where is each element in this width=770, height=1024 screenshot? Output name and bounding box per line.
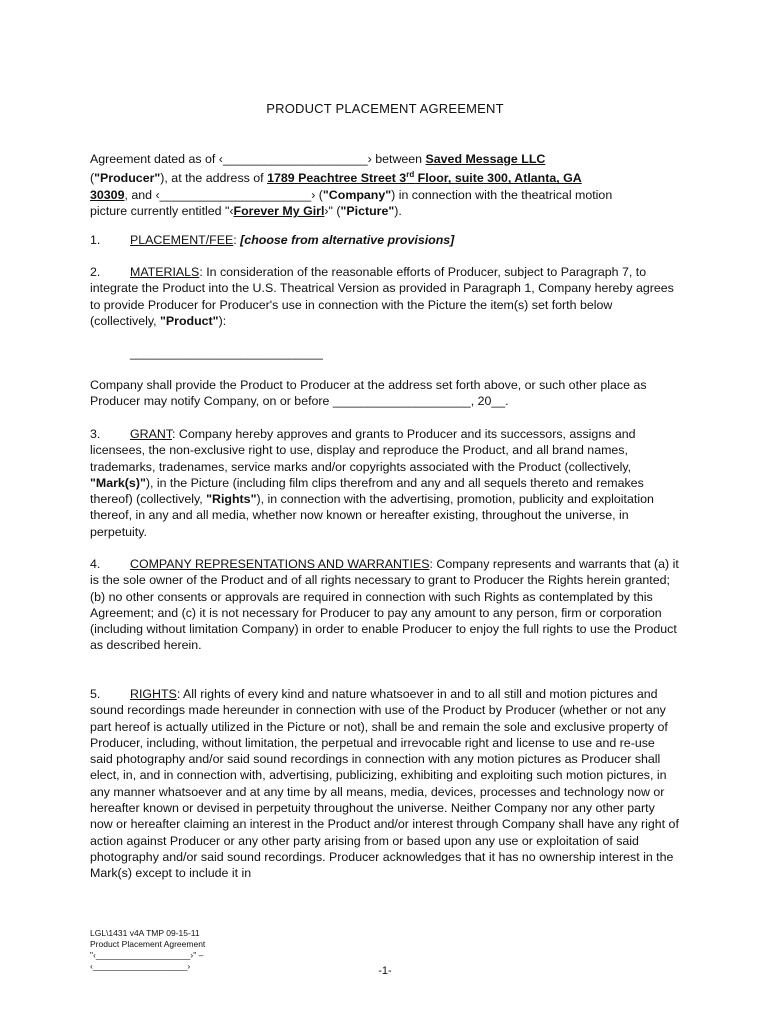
intro-text-7: ) in connection with the theatrical motion <box>391 187 613 202</box>
intro-text-8: picture currently entitled "‹ <box>90 204 234 219</box>
company-label: "Company" <box>322 187 392 202</box>
section-text: : Company hereby approves and grants to Producer and its successors, assigns and licensees, the non-exclusive right to use, display and reproduce the Product, and all brand names, trademarks, tradenames, service marks and/or copyrights associated with the Product (collectively, <box>90 427 636 474</box>
date-blank: _____________________ <box>222 152 368 166</box>
producer-name: Saved Message LLC <box>425 152 546 166</box>
address-part-b: Floor, suite 300, Atlanta, GA <box>414 171 582 186</box>
section-text: : Company represents and warrants that (a) it is the sole owner of the Product and of all rights necessary to grant to Producer the Rights herein granted; (b) no other consents or approvals are required in connection with such Rights as contemplated by this Agreement; and (c) it is not necessary for Producer to pay any amount to any person, firm or corporation (including without limitation Company) in order to enable Producer to enjoy the full rights to use the Product as described herein. <box>90 557 679 653</box>
marks-label: "Mark(s)" <box>90 475 146 490</box>
section-number: 3. <box>90 427 101 441</box>
section-colon: : <box>233 233 241 247</box>
section-4 <box>90 556 680 654</box>
intro-paragraph <box>90 151 680 219</box>
intro-text-9: ›" ( <box>324 204 341 219</box>
address-part-a: 1789 Peachtree Street 3 <box>267 171 407 186</box>
intro-text-3: ( <box>90 171 95 186</box>
intro-text-2: › between <box>367 152 426 166</box>
picture-title: Forever My Girl <box>233 204 325 219</box>
producer-address <box>267 171 582 185</box>
section-heading: MATERIALS <box>130 265 200 279</box>
footer-blank-2: ‹____________________› <box>90 961 191 971</box>
section-heading: RIGHTS <box>130 687 177 701</box>
zip-code: 30309 <box>90 187 125 202</box>
section-number: 5. <box>90 687 101 701</box>
section-text-3: ), in connection with the advertising, promotion, publicity and exploitation thereof, in any and all media, whether now known or hereafter existing, throughout the universe, in perpetuity. <box>90 492 654 539</box>
section-2-delivery: Company shall provide the Product to Producer at the address set forth above, or such other place as Producer may notify Company, on or before ____________________, 20__. <box>90 378 647 409</box>
section-1 <box>90 232 680 248</box>
address-superscript: rd <box>406 170 415 180</box>
section-5 <box>90 686 680 882</box>
page-number: -1- <box>378 965 392 977</box>
footer-doc-id: LGL\1431 v4A TMP 09-15-11 <box>90 928 200 938</box>
intro-text-10: ). <box>394 204 402 219</box>
section-heading: PLACEMENT/FEE <box>130 233 234 247</box>
section-heading: COMPANY REPRESENTATIONS AND WARRANTIES <box>130 557 430 571</box>
intro-text-4: ), at the address of <box>160 171 268 186</box>
producer-label: "Producer" <box>94 171 161 186</box>
rights-label: "Rights" <box>206 492 257 507</box>
section-2 <box>90 264 680 329</box>
section-number: 1. <box>90 233 101 247</box>
section-text: : In consideration of the reasonable efforts of Producer, subject to Paragraph 7, to integrate the Product into the U.S. Theatrical Version as provided in Paragraph 1, Company hereby agrees to provide Producer for Producer's use in connection with the Picture the item(s) set forth below (collectively, <box>90 265 674 328</box>
section-heading: GRANT <box>130 427 172 441</box>
section-text: : All rights of every kind and nature whatsoever in and to all still and motion pictures and sound recordings made hereunder in connection with use of the Product by Producer (whether or not any part hereof is actually utilized in the Picture or not), shall be and remain the sole and exclusive property of Producer, including, without limitation, the perpetual and irrevocable right and license to use and re-use said photography and/or said sound recordings in connection with any motion pictures as Producer shall elect, in, and in connection with, advertising, publicizing, exhibiting and exploiting such motion pictures, in any manner whatsoever and at any time by all means, media, devices, processes and technology now or hereafter known or devised in perpetuity throughout the universe. Neither Company nor any other party now or hereafter claiming an interest in the Product and/or interest through Company shall have any right of action against Producer or any other party arising from or based upon any use or exploitation of said photography and/or said sound recordings. Producer acknowledges that it has no ownership interest in the Mark(s) except to include it in <box>90 687 679 881</box>
document-title: PRODUCT PLACEMENT AGREEMENT <box>266 101 504 116</box>
footer-blank-1: "‹____________________›" – <box>90 950 204 960</box>
section-number: 4. <box>90 557 101 571</box>
intro-text-6: › ( <box>311 187 323 202</box>
section-instruction: [choose from alternative provisions] <box>240 233 455 247</box>
footer-doc-name: Product Placement Agreement <box>90 939 206 949</box>
intro-text-5: , and ‹ <box>124 187 160 202</box>
section-3 <box>90 426 680 540</box>
section-text-end: ): <box>218 313 227 328</box>
intro-text-1: Agreement dated as of ‹ <box>90 152 223 166</box>
product-label: "Product" <box>160 313 219 328</box>
product-blank: ____________________________ <box>130 346 323 360</box>
picture-label: "Picture" <box>340 204 395 219</box>
section-text-2: ), in the Picture (including film clips therefrom and any and all sequels thereto and remakes thereof) (collectively, <box>90 475 644 507</box>
company-blank: ______________________ <box>159 187 312 202</box>
section-number: 2. <box>90 265 101 279</box>
